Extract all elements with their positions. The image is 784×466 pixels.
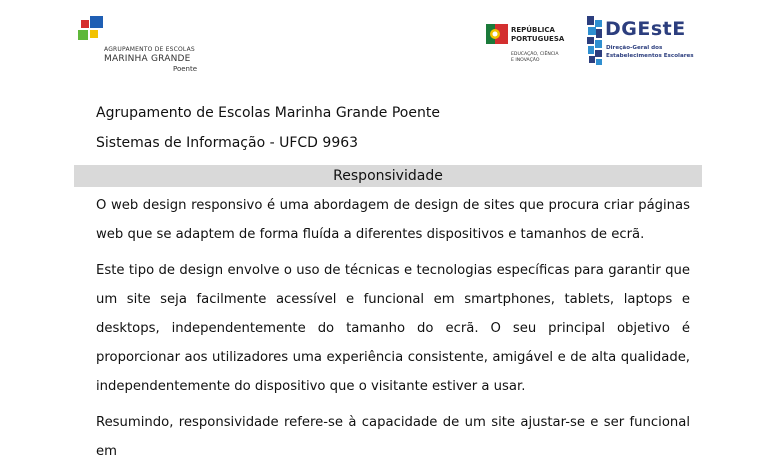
school-name-line1: AGRUPAMENTO DE ESCOLAS [104,46,195,53]
republic-emblem-icon [486,22,510,48]
paragraph: O web design responsivo é uma abordagem de design de sites que procura criar páginas web que se adaptem de forma fluída a diferentes dispositivos e tamanhos de ecrã. [96,198,690,242]
dgeste-title: DGEstE [605,18,686,40]
paragraph: Este tipo de design envolve o uso de técnicas e tecnologias específicas para garantir que um site seja facilmente acessível e funcional em smartphones, tablets, laptops e desktops, independentemente do tamanho do ecrã. O seu principal objetivo é proporcionar aos utilizadores uma experiência consistente, amigável e de alta qualidade, independentemente do dispositivo que o visitante estiver a usar. [96,263,690,394]
institution-name: Agrupamento de Escolas Marinha Grande Poente [96,105,440,121]
dgeste-subtitle [606,44,716,60]
school-name-line2: MARINHA GRANDE [104,54,191,64]
republic-name-line2: PORTUGUESA [511,35,565,43]
ministry-name-line2: E INOVAÇÃO [511,58,540,63]
paragraph: Resumindo, responsividade refere-se à capacidade de um site ajustar-se e ser funcional em [96,415,690,459]
dgeste-emblem-icon [586,14,604,68]
ministry-name-line1: EDUCAÇÃO, CIÊNCIA [511,52,559,57]
school-name-line3: Poente [173,65,198,73]
republic-name-line1: REPÚBLICA [511,26,555,34]
republic-logo [486,22,576,72]
republic-name [511,26,564,44]
school-logo [78,16,213,76]
dgeste-subtitle-line1: Direção-Geral dos [606,45,663,51]
dgeste-subtitle-line2: Estabelecimentos Escolares [606,53,694,59]
document-header [0,0,784,90]
ministry-name [511,52,571,64]
section-title: Responsividade [74,165,702,187]
course-title: Sistemas de Informação - UFCD 9963 [96,135,359,151]
school-logo-icon [78,16,108,46]
dgeste-logo [586,14,716,72]
